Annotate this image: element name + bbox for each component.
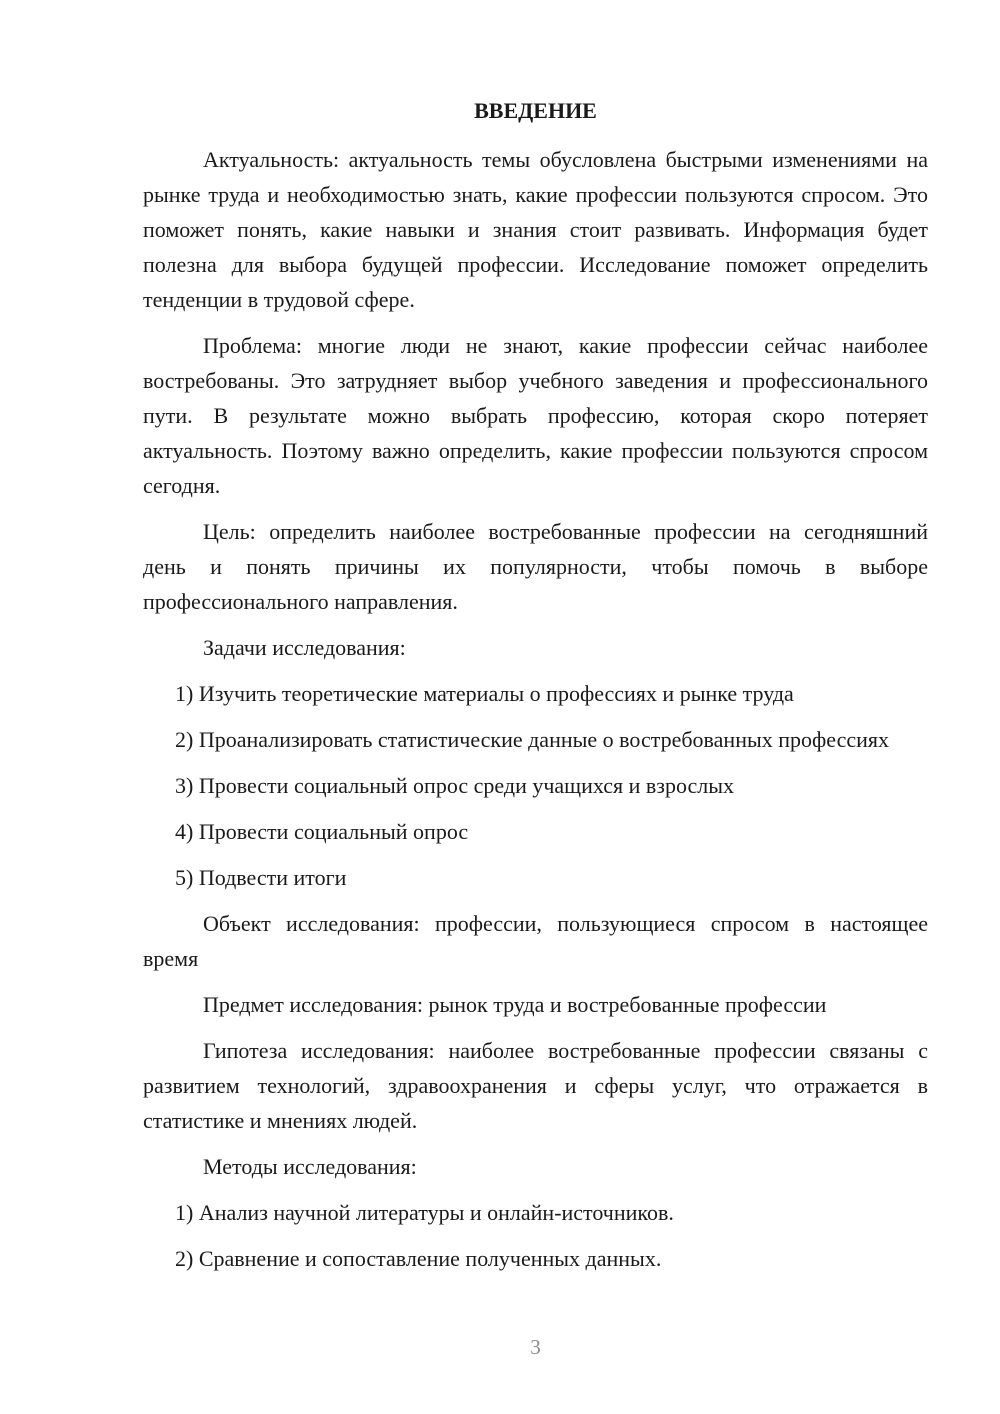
page-number: 3 — [530, 1335, 541, 1359]
problem-paragraph: Проблема: многие люди не знают, какие профессии сейчас наиболее востребованы. Это затрудняет выбор учебного заведения и профессионального пути. В результате можно выбрать профессию, которая скоро потеряет актуальность. Поэтому важно определить, какие профессии пользуются спросом сегодня. — [143, 333, 928, 498]
task-item-1: 1) Изучить теоретические материалы о профессиях и рынке труда — [175, 681, 794, 706]
relevance-paragraph: Актуальность: актуальность темы обусловлена быстрыми изменениями на рынке труда и необходимостью знать, какие профессии пользуются спросом. Это поможет понять, какие навыки и знания стоит развивать. Информация будет полезна для выбора будущей профессии. Исследование поможет определить тенденции в трудовой сфере. — [143, 147, 928, 312]
document-body — [143, 142, 928, 1287]
object-paragraph: Объект исследования: профессии, пользующиеся спросом в настоящее время — [143, 911, 928, 971]
hypothesis-paragraph: Гипотеза исследования: наиболее востребованные профессии связаны с развитием технологий, здравоохранения и сферы услуг, что отражается в статистике и мнениях людей. — [143, 1038, 928, 1133]
task-item-2: 2) Проанализировать статистические данные о востребованных профессиях — [175, 727, 890, 752]
task-item-4: 4) Провести социальный опрос — [175, 819, 469, 844]
task-item-5: 5) Подвести итоги — [175, 865, 347, 890]
page-heading: ВВЕДЕНИЕ — [474, 98, 597, 123]
subject-paragraph: Предмет исследования: рынок труда и востребованные профессии — [203, 992, 827, 1017]
tasks-title: Задачи исследования: — [203, 635, 406, 660]
goal-paragraph: Цель: определить наиболее востребованные профессии на сегодняшний день и понять причины их популярности, чтобы помочь в выборе профессионального направления. — [143, 519, 928, 614]
task-item-3: 3) Провести социальный опрос среди учащихся и взрослых — [175, 773, 735, 798]
document-page — [143, 0, 928, 1414]
methods-title: Методы исследования: — [203, 1154, 417, 1179]
method-item-1: 1) Анализ научной литературы и онлайн-источников. — [175, 1200, 674, 1225]
method-item-2: 2) Сравнение и сопоставление полученных данных. — [175, 1246, 662, 1271]
